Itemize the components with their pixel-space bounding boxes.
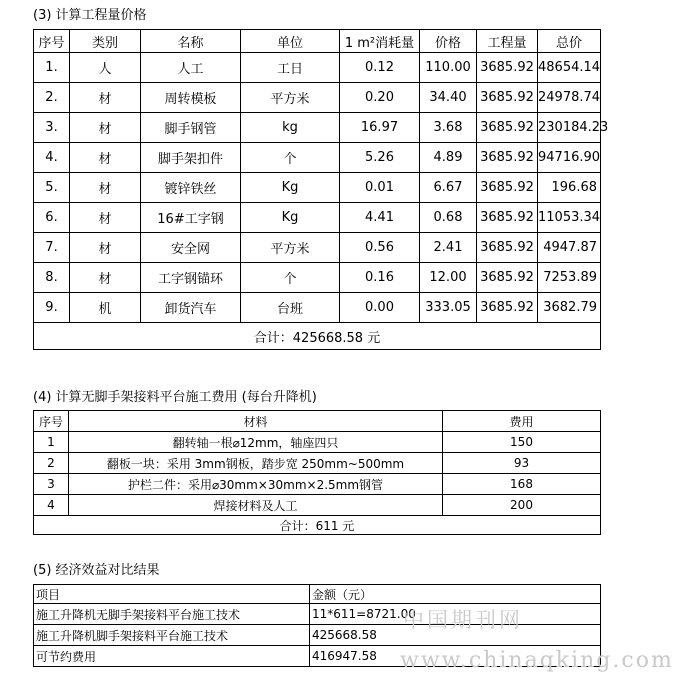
total-cell: 合计：611 元 xyxy=(34,516,601,535)
table-cell: 4. xyxy=(34,143,70,173)
table-cell: 3. xyxy=(34,113,70,143)
table-row xyxy=(34,233,601,263)
table-cell: 0.56 xyxy=(340,233,420,263)
watermark-url: www.chinaqking.com xyxy=(400,648,674,673)
table-row xyxy=(34,432,601,453)
table-cell: 3685.92 xyxy=(477,113,538,143)
table-row xyxy=(34,173,601,203)
header-cell: 总价 xyxy=(538,30,601,53)
table-cell: 机 xyxy=(70,293,141,323)
table-cell: 3685.92 xyxy=(477,293,538,323)
section5-title: (5) 经济效益对比结果 xyxy=(33,563,160,578)
table-row xyxy=(34,203,601,233)
table-cell: 3.68 xyxy=(420,113,477,143)
header-cell: 类别 xyxy=(70,30,141,53)
table-cell: 34.40 xyxy=(420,83,477,113)
table-header-row xyxy=(34,585,601,604)
table-row xyxy=(34,474,601,495)
table-cell: 6.67 xyxy=(420,173,477,203)
table-cell: 台班 xyxy=(241,293,340,323)
table-row xyxy=(34,263,601,293)
table-cell: Kg xyxy=(241,173,340,203)
table-cell: 48654.14 xyxy=(538,53,601,83)
table-cell: 16.97 xyxy=(340,113,420,143)
header-cell: 费用 xyxy=(443,411,601,432)
table-cell: 94716.90 xyxy=(538,143,601,173)
table-row xyxy=(34,113,601,143)
table-cell: 平方米 xyxy=(241,83,340,113)
table-cell: 5. xyxy=(34,173,70,203)
table-cell: 平方米 xyxy=(241,233,340,263)
header-cell: 项目 xyxy=(34,585,310,604)
table-cell: 0.16 xyxy=(340,263,420,293)
table-cell: 0.00 xyxy=(340,293,420,323)
table-row xyxy=(34,453,601,474)
table-cell: 3685.92 xyxy=(477,143,538,173)
table-cell: 150 xyxy=(443,432,601,453)
table-cell: 3685.92 xyxy=(477,53,538,83)
table-cell: 脚手钢管 xyxy=(141,113,241,143)
table-cell: 16#工字钢 xyxy=(141,203,241,233)
table-row xyxy=(34,83,601,113)
table-cell: 200 xyxy=(443,495,601,516)
table-cell: 6. xyxy=(34,203,70,233)
table-cell: 12.00 xyxy=(420,263,477,293)
table-cell: 4 xyxy=(34,495,69,516)
table-cell: 11053.34 xyxy=(538,203,601,233)
table-cell: 3 xyxy=(34,474,69,495)
platform-cost-table xyxy=(33,410,601,535)
table-cell: 卸货汽车 xyxy=(141,293,241,323)
table-cell: 1 xyxy=(34,432,69,453)
table-cell: 3682.79 xyxy=(538,293,601,323)
table-cell: 168 xyxy=(443,474,601,495)
table-header-row xyxy=(34,411,601,432)
table-cell: 5.26 xyxy=(340,143,420,173)
table-cell: 333.05 xyxy=(420,293,477,323)
table-cell: 24978.74 xyxy=(538,83,601,113)
table-cell: 2.41 xyxy=(420,233,477,263)
table-cell: 材 xyxy=(70,263,141,293)
table-header-row xyxy=(34,30,601,53)
table-cell: 110.00 xyxy=(420,53,477,83)
table-cell: Kg xyxy=(241,203,340,233)
table-cell: 工字钢锚环 xyxy=(141,263,241,293)
section3-title: (3) 计算工程量价格 xyxy=(33,8,147,23)
total-row xyxy=(34,516,601,535)
table-cell: 3685.92 xyxy=(477,263,538,293)
header-cell: 单位 xyxy=(241,30,340,53)
table-cell: 11*611=8721.00 xyxy=(310,604,601,625)
header-cell: 1 m²消耗量 xyxy=(340,30,420,53)
table-cell: 翻转轴一根⌀12mm，轴座四只 xyxy=(69,432,443,453)
table-cell: 4.89 xyxy=(420,143,477,173)
table-cell: 材 xyxy=(70,203,141,233)
total-cell: 合计：425668.58 元 xyxy=(34,323,601,350)
table-cell: 材 xyxy=(70,173,141,203)
table-cell: 安全网 xyxy=(141,233,241,263)
header-cell: 金额（元） xyxy=(310,585,601,604)
table-cell: 230184.23 xyxy=(538,113,601,143)
table-cell: 4.41 xyxy=(340,203,420,233)
table-cell: 施工升降机脚手架接料平台施工技术 xyxy=(34,625,310,646)
table-cell: 周转模板 xyxy=(141,83,241,113)
table-cell: 8. xyxy=(34,263,70,293)
table-row xyxy=(34,293,601,323)
header-cell: 工程量 xyxy=(477,30,538,53)
table-cell: 材 xyxy=(70,113,141,143)
table-cell: 7. xyxy=(34,233,70,263)
table-cell: 425668.58 xyxy=(310,625,601,646)
header-cell: 序号 xyxy=(34,411,69,432)
table-cell: 材 xyxy=(70,83,141,113)
table-cell: 3685.92 xyxy=(477,173,538,203)
table-cell: 脚手架扣件 xyxy=(141,143,241,173)
table-cell: 3685.92 xyxy=(477,233,538,263)
table-cell: 1. xyxy=(34,53,70,83)
table-cell: 材 xyxy=(70,143,141,173)
table-cell: 工日 xyxy=(241,53,340,83)
table-cell: 4947.87 xyxy=(538,233,601,263)
table-row xyxy=(34,53,601,83)
table-cell: 0.68 xyxy=(420,203,477,233)
header-cell: 材料 xyxy=(69,411,443,432)
total-row xyxy=(34,323,601,350)
header-cell: 序号 xyxy=(34,30,70,53)
table-cell: 93 xyxy=(443,453,601,474)
table-cell: 个 xyxy=(241,143,340,173)
header-cell: 名称 xyxy=(141,30,241,53)
table-cell: 196.68 xyxy=(538,173,601,203)
table-cell: 人工 xyxy=(141,53,241,83)
table-cell: 护栏二件：采用⌀30mm×30mm×2.5mm钢管 xyxy=(69,474,443,495)
table-cell: kg xyxy=(241,113,340,143)
table-cell: 3685.92 xyxy=(477,203,538,233)
watermark-text: 中国期刊网 xyxy=(403,608,523,632)
table-cell: 7253.89 xyxy=(538,263,601,293)
table-cell: 焊接材料及人工 xyxy=(69,495,443,516)
price-table xyxy=(33,29,609,350)
table-cell: 材 xyxy=(70,233,141,263)
header-cell: 价格 xyxy=(420,30,477,53)
table-cell: 可节约费用 xyxy=(34,646,310,667)
table-cell: 2 xyxy=(34,453,69,474)
table-cell: 镀锌铁丝 xyxy=(141,173,241,203)
table-cell: 0.12 xyxy=(340,53,420,83)
table-row xyxy=(34,495,601,516)
table-cell: 2. xyxy=(34,83,70,113)
table-cell: 翻板一块：采用 3mm钢板，踏步宽 250mm~500mm xyxy=(69,453,443,474)
table-cell: 0.20 xyxy=(340,83,420,113)
table-cell: 416947.58 xyxy=(310,646,601,667)
table-cell: 3685.92 xyxy=(477,83,538,113)
table-cell: 0.01 xyxy=(340,173,420,203)
table-cell: 施工升降机无脚手架接料平台施工技术 xyxy=(34,604,310,625)
table-cell: 个 xyxy=(241,263,340,293)
table-row xyxy=(34,143,601,173)
section4-title: (4) 计算无脚手架接料平台施工费用 (每台升降机) xyxy=(33,390,317,405)
table-cell: 人 xyxy=(70,53,141,83)
table-cell: 9. xyxy=(34,293,70,323)
